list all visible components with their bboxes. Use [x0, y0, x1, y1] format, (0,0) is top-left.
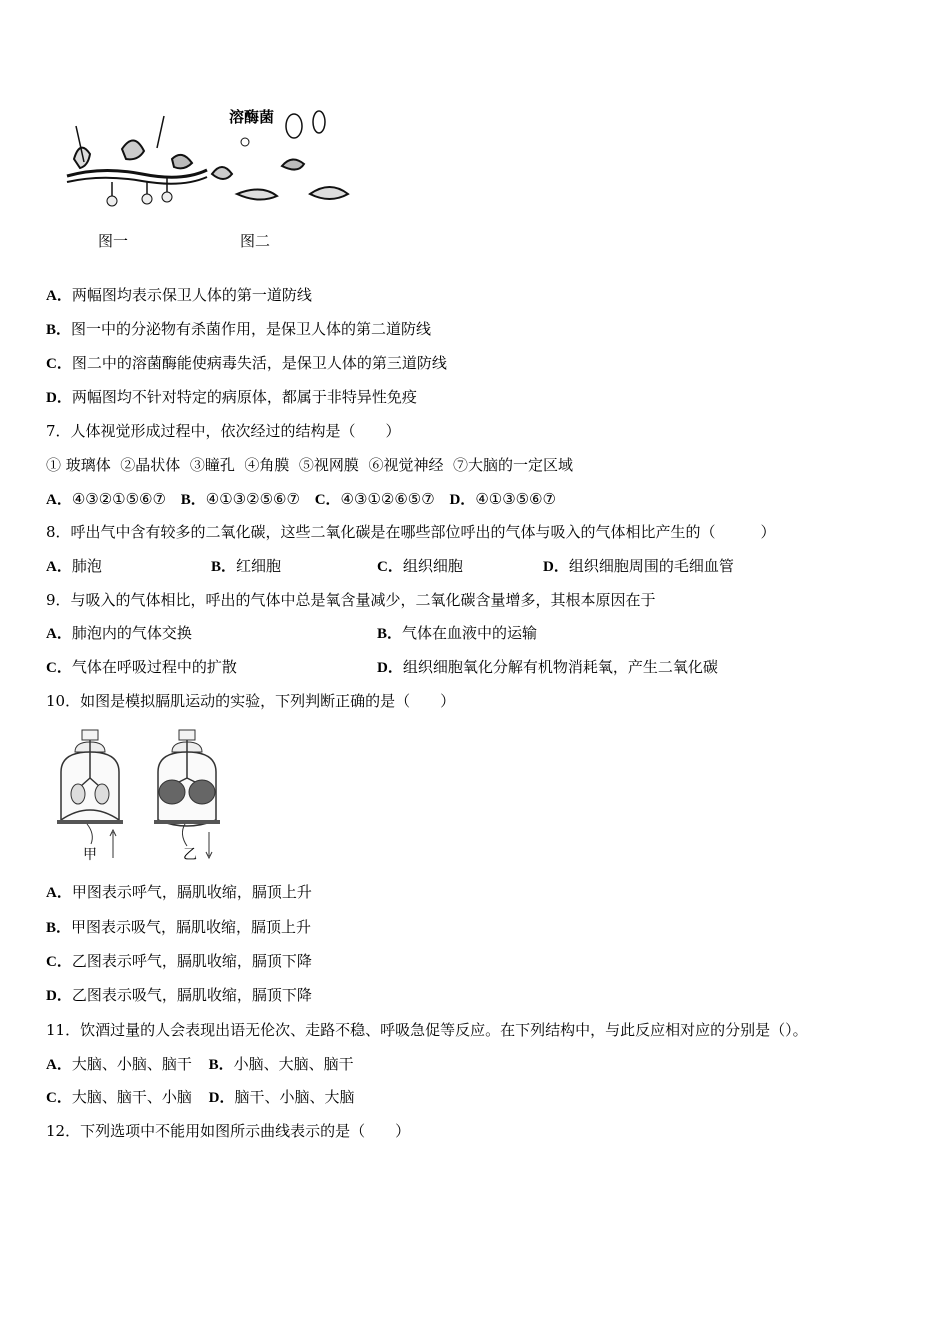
option-letter: A． — [46, 1057, 72, 1073]
option-text: 气体在血液中的运输 — [402, 624, 538, 642]
figure-label-jia: 甲 — [83, 847, 97, 863]
q10-option-c — [46, 951, 312, 972]
option-letter: C． — [46, 660, 72, 676]
q9-option-a — [46, 623, 192, 644]
caption-figure-1: 图一 — [98, 232, 129, 250]
q11-stem: 11．饮酒过量的人会表现出语无伦次、走路不稳、呼吸急促等反应。在下列结构中，与此反应相对应的分别是（）。 — [46, 1021, 808, 1039]
q7-stem: 7．人体视觉形成过程中，依次经过的结构是（ ） — [46, 422, 401, 440]
option-letter: A． — [46, 288, 72, 304]
option-text: 大脑、脑干、小脑 — [71, 1088, 192, 1106]
q11-options-row-2 — [46, 1087, 355, 1108]
option-text: 肺泡 — [71, 557, 102, 575]
option-text: 大脑、小脑、脑干 — [71, 1055, 192, 1073]
q8-option-d — [543, 556, 734, 577]
bell-jar-drawing — [55, 728, 235, 866]
option-letter: A． — [46, 885, 72, 901]
option-text: 肺泡内的气体交换 — [71, 624, 192, 642]
option-text: 图一中的分泌物有杀菌作用，是保卫人体的第二道防线 — [71, 320, 432, 338]
option-text: 小脑、大脑、脑干 — [233, 1055, 354, 1073]
option-letter: A． — [46, 626, 72, 642]
option-text: ④①③⑤⑥⑦ — [475, 490, 556, 508]
option-text: 组织细胞 — [402, 557, 463, 575]
option-letter: B． — [46, 322, 72, 338]
option-text: ④③①②⑥⑤⑦ — [340, 490, 435, 508]
q6-option-a — [46, 285, 312, 306]
option-text: 甲图表示吸气，膈肌收缩，膈顶上升 — [71, 918, 312, 936]
q8-option-c — [377, 556, 463, 577]
q6-option-c — [46, 353, 447, 374]
option-text: ④①③②⑤⑥⑦ — [205, 490, 300, 508]
option-letter: B． — [211, 559, 237, 575]
option-text: 图二中的溶菌酶能使病毒失活，是保卫人体的第三道防线 — [71, 354, 447, 372]
option-text: 气体在呼吸过程中的扩散 — [71, 658, 237, 676]
q8-option-b — [211, 556, 281, 577]
figure-defense-lines — [62, 104, 362, 254]
option-text: 甲图表示呼气，膈肌收缩，膈顶上升 — [71, 883, 312, 901]
option-letter: A． — [46, 559, 72, 575]
q9-stem: 9．与吸入的气体相比，呼出的气体中总是氧含量减少，二氧化碳含量增多，其根本原因在于 — [46, 591, 656, 609]
q8-stem: 8．呼出气中含有较多的二氧化碳，这些二氧化碳是在哪些部位呼出的气体与吸入的气体相比产生的（ ） — [46, 523, 776, 541]
option-text: 两幅图均表示保卫人体的第一道防线 — [71, 286, 312, 304]
option-letter: C． — [46, 1090, 72, 1106]
q9-option-c — [46, 657, 237, 678]
q9-option-b — [377, 623, 537, 644]
option-letter: C． — [46, 356, 72, 372]
option-text: 组织细胞周围的毛细血管 — [568, 557, 734, 575]
option-letter: D． — [543, 559, 569, 575]
q9-option-d — [377, 657, 718, 678]
q6-option-d — [46, 387, 417, 408]
option-letter: C． — [46, 954, 72, 970]
figure-defense-drawing — [62, 104, 362, 214]
q12-stem: 12．下列选项中不能用如图所示曲线表示的是（ ） — [46, 1122, 411, 1140]
option-letter: C． — [377, 559, 403, 575]
option-letter: D． — [377, 660, 403, 676]
q10-option-a — [46, 882, 312, 903]
option-letter: B． — [180, 492, 206, 508]
q7-items: ① 玻璃体 ②晶状体 ③瞳孔 ④角膜 ⑤视网膜 ⑥视觉神经 ⑦大脑的一定区域 — [46, 456, 573, 474]
q11-options-row-1 — [46, 1054, 354, 1075]
option-letter: B． — [208, 1057, 234, 1073]
caption-figure-2: 图二 — [240, 232, 271, 250]
q10-option-d — [46, 985, 312, 1006]
option-text: 脑干、小脑、大脑 — [234, 1088, 355, 1106]
option-text: 乙图表示吸气，膈肌收缩，膈顶下降 — [71, 986, 312, 1004]
enzyme-label: 溶酶菌 — [229, 108, 275, 126]
option-text: 两幅图均不针对特定的病原体，都属于非特异性免疫 — [71, 388, 417, 406]
option-letter: D． — [208, 1090, 235, 1106]
q7-options — [46, 489, 556, 510]
option-letter: D． — [46, 988, 72, 1004]
option-letter: A． — [46, 492, 72, 508]
option-text: 组织细胞氧化分解有机物消耗氧，产生二氧化碳 — [402, 658, 718, 676]
option-letter: B． — [46, 920, 72, 936]
option-letter: D． — [46, 390, 72, 406]
option-letter: B． — [377, 626, 403, 642]
q8-option-a — [46, 556, 102, 577]
option-text: 乙图表示呼气，膈肌收缩，膈顶下降 — [71, 952, 312, 970]
option-text: 红细胞 — [236, 557, 282, 575]
option-letter: C． — [314, 492, 341, 508]
figure-label-yi: 乙 — [183, 847, 197, 863]
q6-option-b — [46, 319, 431, 340]
q10-option-b — [46, 917, 311, 938]
option-text: ④③②①⑤⑥⑦ — [71, 490, 166, 508]
figure-diaphragm-model — [55, 728, 235, 866]
option-letter: D． — [449, 492, 476, 508]
q10-stem: 10．如图是模拟膈肌运动的实验，下列判断正确的是（ ） — [46, 692, 456, 710]
